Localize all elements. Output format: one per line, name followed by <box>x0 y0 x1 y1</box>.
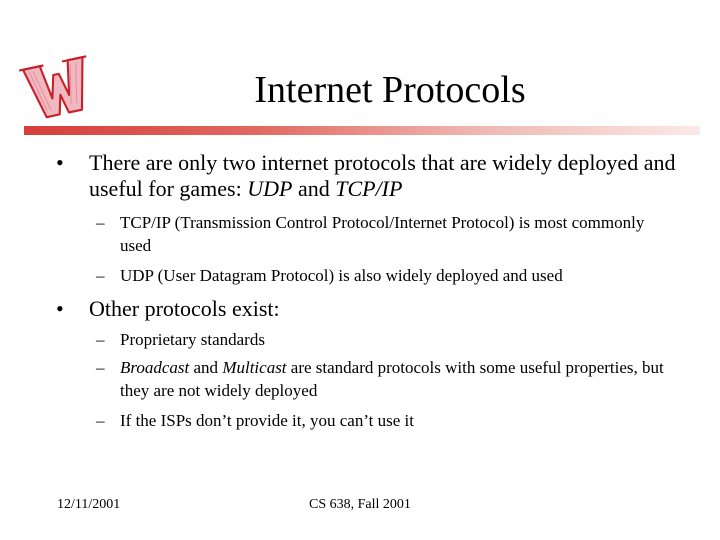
emphasis-udp: UDP <box>247 176 293 201</box>
sub-bullet-text: Broadcast and Multicast are standard protocols with some useful properties, but they are not widely deployed <box>120 358 664 400</box>
slide-title: Internet Protocols <box>254 69 526 111</box>
sub-bullet-item <box>96 264 676 287</box>
sub-bullet-text: If the ISPs don’t provide it, you can’t use it <box>120 411 415 430</box>
emphasis-tcpip: TCP/IP <box>335 176 403 201</box>
bullet-marker: • <box>56 296 64 321</box>
dash-marker: – <box>96 358 105 377</box>
emphasis-broadcast: Broadcast <box>120 358 190 377</box>
sub-bullet-text: Proprietary standards <box>120 330 265 349</box>
sub-bullet-item <box>96 211 676 257</box>
dash-marker: – <box>96 330 105 349</box>
bullet-marker: • <box>56 150 64 175</box>
bullet-item <box>56 150 676 202</box>
footer-date: 12/11/2001 <box>57 497 121 512</box>
sub-bullet-item <box>96 328 676 351</box>
sub-bullet-text: UDP (User Datagram Protocol) is also widely deployed and used <box>120 266 563 285</box>
bullet-text: There are only two internet protocols that are widely deployed and useful for games: UDP and TCP/IP <box>89 150 676 201</box>
emphasis-multicast: Multicast <box>222 358 287 377</box>
footer-course: CS 638, Fall 2001 <box>309 497 411 512</box>
sub-bullet-item <box>96 356 676 402</box>
sub-bullet-text: TCP/IP (Transmission Control Protocol/Internet Protocol) is most commonly used <box>120 213 645 255</box>
title-underline-bar <box>24 126 700 135</box>
dash-marker: – <box>96 411 105 430</box>
dash-marker: – <box>96 213 105 232</box>
bullet-text: Other protocols exist: <box>89 296 280 321</box>
sub-bullet-item <box>96 409 676 432</box>
w-logo-icon <box>18 50 94 126</box>
dash-marker: – <box>96 266 105 285</box>
bullet-item <box>56 296 676 322</box>
